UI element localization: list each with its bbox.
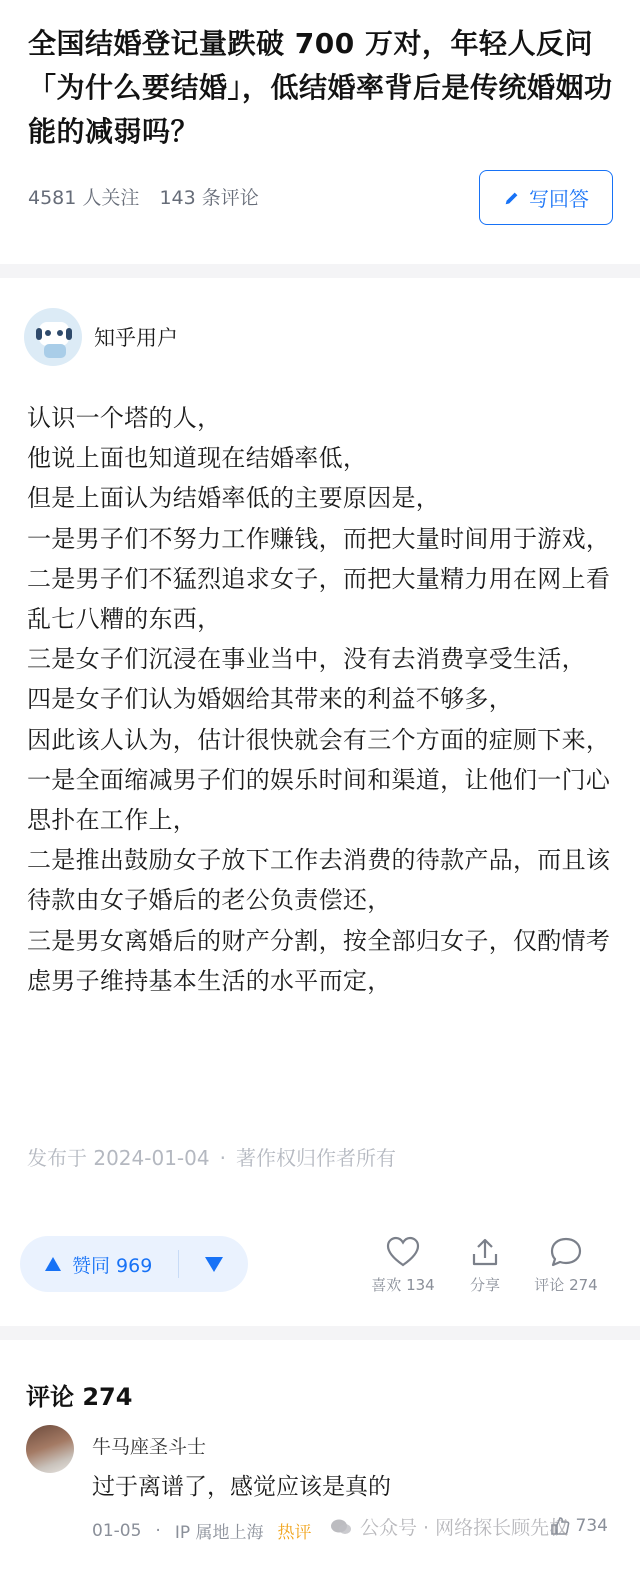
publish-date: 发布于 2024-01-04 [27,1146,210,1170]
write-answer-label: 写回答 [529,187,589,211]
author-row[interactable] [24,308,178,366]
publish-info [27,1142,396,1171]
pencil-icon [503,189,521,207]
separator-dot: · [219,1146,226,1170]
question-card [0,0,640,264]
answer-paragraph: 三是男女离婚后的财产分割，按全部归女子，仅酌情考虑男子维持基本生活的水平而定， [27,926,611,995]
comment-date: 01-05 [92,1520,142,1541]
answer-content [27,398,617,1001]
comment-label: 评论 274 [534,1276,598,1294]
avatar[interactable] [24,308,82,366]
author-name[interactable]: 知乎用户 [94,326,178,350]
upvote-label: 赞同 969 [72,1254,153,1277]
watermark-text: 公众号 · 网络探长顾先权 [360,1517,569,1539]
like-button[interactable] [358,1236,448,1295]
hot-comment-badge: 热评 [277,1523,312,1543]
triangle-down-icon [204,1255,224,1273]
like-label: 喜欢 134 [371,1276,435,1294]
share-button[interactable] [440,1236,530,1295]
comment-username[interactable]: 牛马座圣斗士 [92,1436,207,1458]
heart-icon [386,1236,420,1268]
question-title[interactable]: 全国结婚登记量跌破 700 万对，年轻人反问「为什么要结婚」，低结婚率背后是传统婚姻功能的减弱吗？ [28,27,613,148]
question-comments-count[interactable]: 143 条评论 [159,187,259,209]
share-label: 分享 [469,1276,500,1294]
default-avatar-icon [24,308,82,366]
vote-bar [20,1236,248,1292]
downvote-button[interactable] [179,1236,248,1292]
copyright-note: 著作权归作者所有 [235,1146,396,1170]
wechat-watermark [330,1513,568,1540]
answer-paragraph: 但是上面认为结婚率低的主要原因是， [27,484,441,513]
answer-paragraph: 二是男子们不猛烈追求女子，而把大量精力用在网上看乱七八糟的东西， [27,564,611,634]
answer-paragraph: 四是女子们认为婚姻给其带来的利益不够多， [27,685,513,714]
answer-card [0,278,640,1326]
upvote-button[interactable] [20,1236,178,1292]
comments-title: 评论 274 [26,1383,133,1411]
comment-meta [92,1518,311,1543]
answer-paragraph: 因此该人认为，估计很快就会有三个方面的症厕下来， [27,725,611,754]
answer-paragraph: 一是男子们不努力工作赚钱，而把大量时间用于游戏， [27,524,611,553]
answer-paragraph: 二是推出鼓励女子放下工作去消费的待款产品，而且该待款由女子婚后的老公负责偿还， [27,846,611,915]
comment-button[interactable] [521,1236,611,1295]
comment-text: 过于离谱了，感觉应该是真的 [92,1474,391,1500]
share-icon [469,1236,501,1268]
wechat-icon [330,1517,352,1537]
separator-dot: · [155,1520,161,1541]
answer-paragraph: 三是女子们沉浸在事业当中，没有去消费享受生活， [27,645,586,674]
answer-paragraph: 他说上面也知道现在结婚率低， [27,444,368,473]
comment-location: IP 属地上海 [174,1523,264,1543]
comment-bubble-icon [549,1236,583,1268]
avatar[interactable] [26,1425,74,1473]
followers-count[interactable]: 4581 人关注 [28,187,140,209]
write-answer-button[interactable] [479,170,613,225]
question-meta [28,183,273,210]
comment-like-count: 734 [575,1516,608,1536]
answer-paragraph: 一是全面缩减男子们的娱乐时间和渠道，让他们一门心思扑在工作上， [27,765,611,835]
triangle-up-icon [44,1256,62,1272]
answer-paragraph: 认识一个塔的人， [27,404,222,432]
